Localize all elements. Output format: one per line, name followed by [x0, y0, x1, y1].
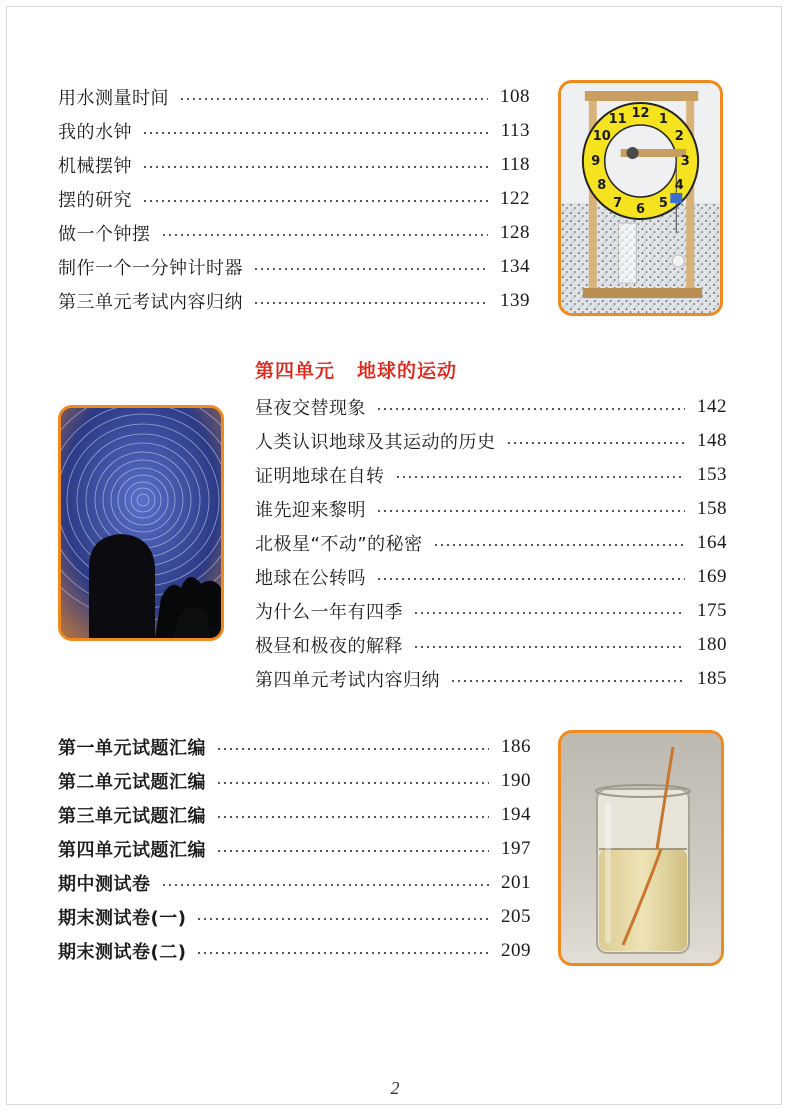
toc-entry-title: 我的水钟: [58, 122, 132, 143]
dot-leader: [433, 544, 685, 546]
unit4-heading[interactable]: [255, 356, 457, 383]
toc-entry-title: 第四单元考试内容归纳: [255, 670, 440, 691]
toc-entry-title: 摆的研究: [58, 190, 132, 211]
toc-section-tests: [58, 730, 531, 968]
unit4-label: 第四单元: [255, 360, 336, 382]
unit4-name: 地球的运动: [357, 360, 458, 382]
toc-entry-title: 人类认识地球及其运动的历史: [255, 432, 496, 453]
star-trails-photo: [58, 405, 224, 641]
toc-entry-title: 机械摆钟: [58, 156, 132, 177]
dot-leader: [376, 408, 685, 410]
toc-entry[interactable]: [58, 250, 530, 284]
toc-entry[interactable]: [255, 390, 727, 424]
clock-numeral: 6: [636, 201, 645, 218]
toc-entry-title: 证明地球在自转: [255, 466, 385, 487]
beaker-illustration: [561, 733, 721, 963]
clock-numeral: 2: [674, 128, 684, 145]
toc-entry-page: 142: [697, 396, 727, 417]
toc-entry[interactable]: [255, 594, 727, 628]
dot-leader: [450, 680, 685, 682]
dot-leader: [196, 952, 489, 954]
toc-entry-page: 118: [500, 154, 530, 175]
dot-leader: [216, 782, 489, 784]
toc-entry-page: 158: [697, 498, 727, 519]
toc-entry-page: 201: [501, 872, 531, 893]
toc-entry-page: 197: [501, 838, 531, 859]
toc-entry-page: 108: [500, 86, 530, 107]
toc-entry[interactable]: [58, 284, 530, 318]
clock-numeral: 11: [608, 111, 627, 128]
toc-entry-title: 极昼和极夜的解释: [255, 636, 403, 657]
toc-entry-page: 175: [697, 600, 727, 621]
clock-numeral: 4: [674, 177, 684, 194]
clock-numeral: 7: [613, 195, 623, 212]
toc-entry-page: 153: [697, 464, 727, 485]
toc-entry[interactable]: [58, 216, 530, 250]
dot-leader: [161, 234, 489, 236]
toc-entry-title: 谁先迎来黎明: [255, 500, 366, 521]
toc-entry-title: 期中测试卷: [58, 874, 151, 895]
pendulum-clock-illustration: [561, 83, 720, 313]
dot-leader: [376, 510, 685, 512]
toc-entry[interactable]: [58, 182, 530, 216]
toc-entry-page: 205: [501, 906, 531, 927]
toc-entry-title: 地球在公转吗: [255, 568, 366, 589]
dot-leader: [506, 442, 686, 444]
toc-entry[interactable]: [255, 424, 727, 458]
toc-entry-page: 185: [697, 668, 727, 689]
toc-entry-page: 164: [697, 532, 727, 553]
clock-numeral: 8: [597, 177, 607, 194]
toc-entry-title: 第三单元试题汇编: [58, 806, 206, 827]
toc-entry[interactable]: [255, 492, 727, 526]
toc-entry-title: 第四单元试题汇编: [58, 840, 206, 861]
toc-entry[interactable]: [58, 866, 531, 900]
toc-entry[interactable]: [255, 560, 727, 594]
toc-entry[interactable]: [58, 730, 531, 764]
toc-entry-title: 昼夜交替现象: [255, 398, 366, 419]
toc-entry-page: 190: [501, 770, 531, 791]
toc-entry-page: 139: [500, 290, 530, 311]
toc-section-unit4: [255, 390, 727, 696]
toc-entry[interactable]: [255, 628, 727, 662]
toc-entry-title: 第一单元试题汇编: [58, 738, 206, 759]
dot-leader: [253, 302, 488, 304]
toc-entry[interactable]: [58, 148, 530, 182]
dot-leader: [413, 612, 685, 614]
dot-leader: [376, 578, 685, 580]
dot-leader: [161, 884, 490, 886]
toc-entry-title: 做一个钟摆: [58, 224, 151, 245]
beaker-refraction-photo: [558, 730, 724, 966]
dot-leader: [253, 268, 488, 270]
dot-leader: [395, 476, 686, 478]
clock-numeral: 5: [658, 195, 668, 212]
toc-entry-title: 用水测量时间: [58, 88, 169, 109]
toc-entry-title: 为什么一年有四季: [255, 602, 403, 623]
dot-leader: [142, 166, 488, 168]
toc-entry-page: 148: [697, 430, 727, 451]
dot-leader: [216, 748, 489, 750]
toc-entry[interactable]: [58, 764, 531, 798]
page-number: 2: [390, 1078, 400, 1098]
clock-numeral: 12: [631, 105, 650, 122]
toc-entry[interactable]: [255, 458, 727, 492]
toc-entry-page: 209: [501, 940, 531, 961]
toc-entry[interactable]: [58, 832, 531, 866]
dot-leader: [216, 816, 489, 818]
toc-entry[interactable]: [58, 934, 531, 968]
toc-section-unit3: [58, 80, 530, 318]
toc-entry[interactable]: [58, 114, 530, 148]
dot-leader: [216, 850, 489, 852]
dot-leader: [413, 646, 685, 648]
toc-entry-page: 128: [500, 222, 530, 243]
toc-entry-page: 169: [697, 566, 727, 587]
toc-entry-page: 180: [697, 634, 727, 655]
toc-entry-title: 第三单元考试内容归纳: [58, 292, 243, 313]
toc-entry-page: 134: [500, 256, 530, 277]
dot-leader: [196, 918, 489, 920]
toc-entry[interactable]: [58, 900, 531, 934]
clock-numeral: 9: [591, 153, 601, 170]
dot-leader: [142, 132, 488, 134]
dot-leader: [142, 200, 488, 202]
toc-entry[interactable]: [255, 662, 727, 696]
dot-leader: [179, 98, 488, 100]
toc-entry-page: 186: [501, 736, 531, 757]
pendulum-clock-photo: [558, 80, 723, 316]
toc-entry-page: 194: [501, 804, 531, 825]
toc-entry-title: 北极星“不动”的秘密: [255, 534, 423, 555]
clock-numeral: 10: [592, 128, 611, 145]
toc-entry-title: 期末测试卷(一): [58, 908, 187, 929]
toc-entry-page: 113: [500, 120, 530, 141]
clock-numeral: 3: [680, 153, 690, 170]
toc-entry-title: 第二单元试题汇编: [58, 772, 206, 793]
toc-entry-title: 期末测试卷(二): [58, 942, 187, 963]
toc-entry[interactable]: [58, 80, 530, 114]
toc-entry-page: 122: [500, 188, 530, 209]
clock-numeral: 1: [658, 111, 668, 128]
toc-entry-title: 制作一个一分钟计时器: [58, 258, 243, 279]
toc-entry[interactable]: [255, 526, 727, 560]
star-trails-illustration: [61, 408, 221, 638]
toc-entry[interactable]: [58, 798, 531, 832]
